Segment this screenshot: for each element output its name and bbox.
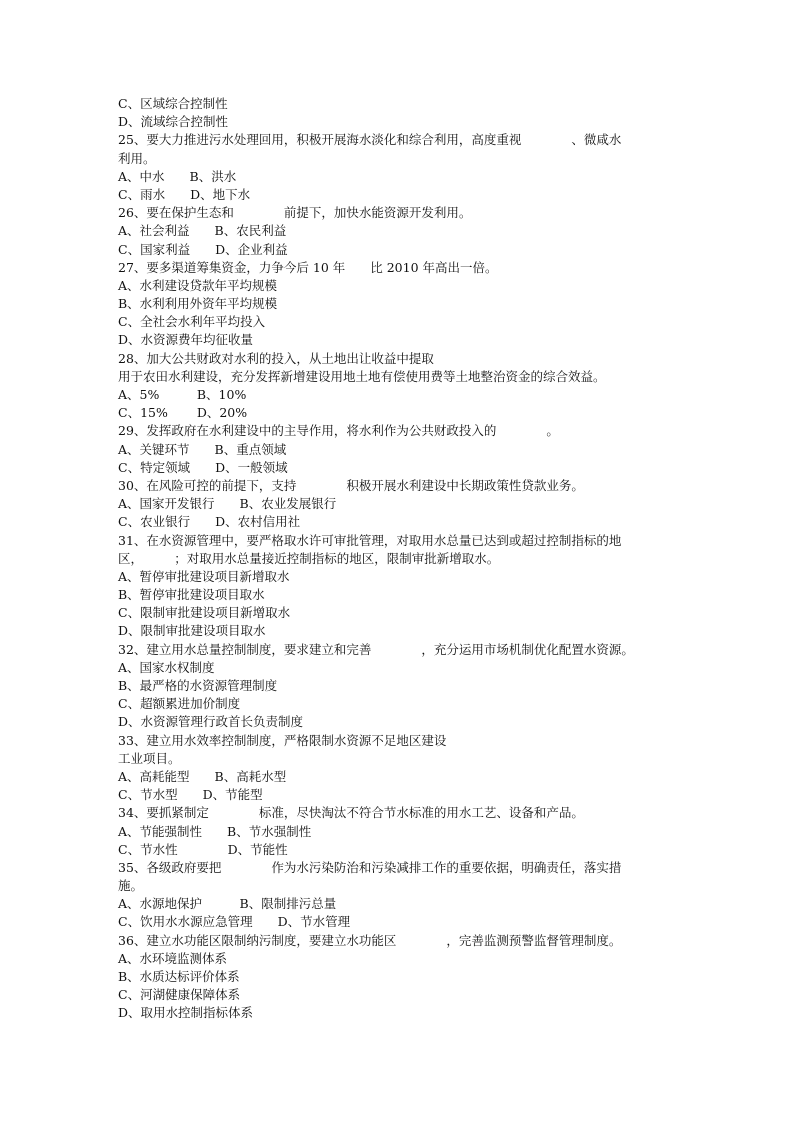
question-34: 34、要抓紧制定 标准，尽快淘汰不符合节水标准的用水工艺、设备和产品。 <box>118 805 584 821</box>
options-ab: A、关键环节 B、重点领域 <box>118 441 287 457</box>
option-d: D、流域综合控制性 <box>118 114 229 130</box>
option-c: C、全社会水利年平均投入 <box>118 314 266 330</box>
option-d: D、限制审批建设项目取水 <box>118 623 266 639</box>
options-ab: A、5% B、10% <box>118 387 247 402</box>
options-cd: C、特定领域 D、一般领域 <box>118 459 288 475</box>
question-29: 29、发挥政府在水利建设中的主导作用，将水利作为公共财政投入的 。 <box>118 423 559 439</box>
options-ab: A、节能强制性 B、节水强制性 <box>118 823 312 839</box>
question-35: 35、各级政府要把 作为水污染防治和污染减排工作的重要依据，明确责任，落实措 <box>118 859 622 875</box>
options-cd: C、农业银行 D、农村信用社 <box>118 514 301 530</box>
question-31-cont: 区， ；对取用水总量接近控制指标的地区，限制审批新增取水。 <box>118 550 500 566</box>
option-a: A、水环境监测体系 <box>118 950 228 966</box>
option-a: A、水利建设贷款年平均规模 <box>118 277 278 293</box>
options-ab: A、社会利益 B、农民利益 <box>118 223 287 239</box>
option-b: B、暂停审批建设项目取水 <box>118 587 265 603</box>
option-a: A、国家水权制度 <box>118 659 215 675</box>
options-cd: C、饮用水水源应急管理 D、节水管理 <box>118 914 351 930</box>
question-30: 30、在风险可控的前提下，支持 积极开展水利建设中长期政策性贷款业务。 <box>118 477 584 493</box>
question-35-cont: 施。 <box>118 878 144 894</box>
question-25-cont: 利用。 <box>118 150 156 166</box>
question-33: 33、建立用水效率控制制度，严格限制水资源不足地区建设 <box>118 732 447 748</box>
question-26: 26、要在保护生态和 前提下，加快水能资源开发利用。 <box>118 205 472 221</box>
option-d: D、水资源费年均征收量 <box>118 332 254 348</box>
question-25: 25、要大力推进污水处理回用，积极开展海水淡化和综合利用，高度重视 、微咸水 <box>118 132 622 148</box>
option-a: A、暂停审批建设项目新增取水 <box>118 568 290 584</box>
question-text-block <box>118 95 684 1023</box>
options-cd: C、15% D、20% <box>118 405 248 421</box>
option-d: D、取用水控制指标体系 <box>118 1005 254 1021</box>
option-c: C、超额累进加价制度 <box>118 696 241 712</box>
options-ab: A、水源地保护 B、限制排污总量 <box>118 896 337 912</box>
options-ab: A、中水 B、洪水 <box>118 168 237 184</box>
option-c: C、限制审批建设项目新增取水 <box>118 605 291 621</box>
options-cd: C、节水型 D、节能型 <box>118 787 263 803</box>
options-ab: A、高耗能型 B、高耗水型 <box>118 768 287 784</box>
question-33-cont: 工业项目。 <box>118 750 181 766</box>
option-c: C、区域综合控制性 <box>118 96 228 111</box>
option-b: B、最严格的水资源管理制度 <box>118 678 278 693</box>
question-27: 27、要多渠道筹集资金，力争今后 10 年 比 2010 年高出一倍。 <box>118 259 498 275</box>
option-b: B、水利利用外资年平均规模 <box>118 296 278 312</box>
question-28-cont: 用于农田水利建设，充分发挥新增建设用地土地有偿使用费等土地整治资金的综合效益。 <box>118 368 606 384</box>
options-cd: C、节水性 D、节能性 <box>118 841 288 857</box>
question-28: 28、加大公共财政对水利的投入，从土地出让收益中提取 <box>118 350 434 366</box>
option-d: D、水资源管理行政首长负责制度 <box>118 714 304 730</box>
question-36: 36、建立水功能区限制纳污制度，要建立水功能区 ，完善监测预警监督管理制度。 <box>118 932 622 948</box>
options-ab: A、国家开发银行 B、农业发展银行 <box>118 496 337 512</box>
question-32: 32、建立用水总量控制制度，要求建立和完善 ，充分运用市场机制优化配置水资源。 <box>118 641 634 657</box>
option-c: C、河湖健康保障体系 <box>118 987 241 1003</box>
options-cd: C、国家利益 D、企业利益 <box>118 241 288 257</box>
option-b: B、水质达标评价体系 <box>118 969 240 984</box>
options-cd: C、雨水 D、地下水 <box>118 186 251 202</box>
question-31: 31、在水资源管理中，要严格取水许可审批管理，对取用水总量已达到或超过控制指标的地 <box>118 532 622 548</box>
